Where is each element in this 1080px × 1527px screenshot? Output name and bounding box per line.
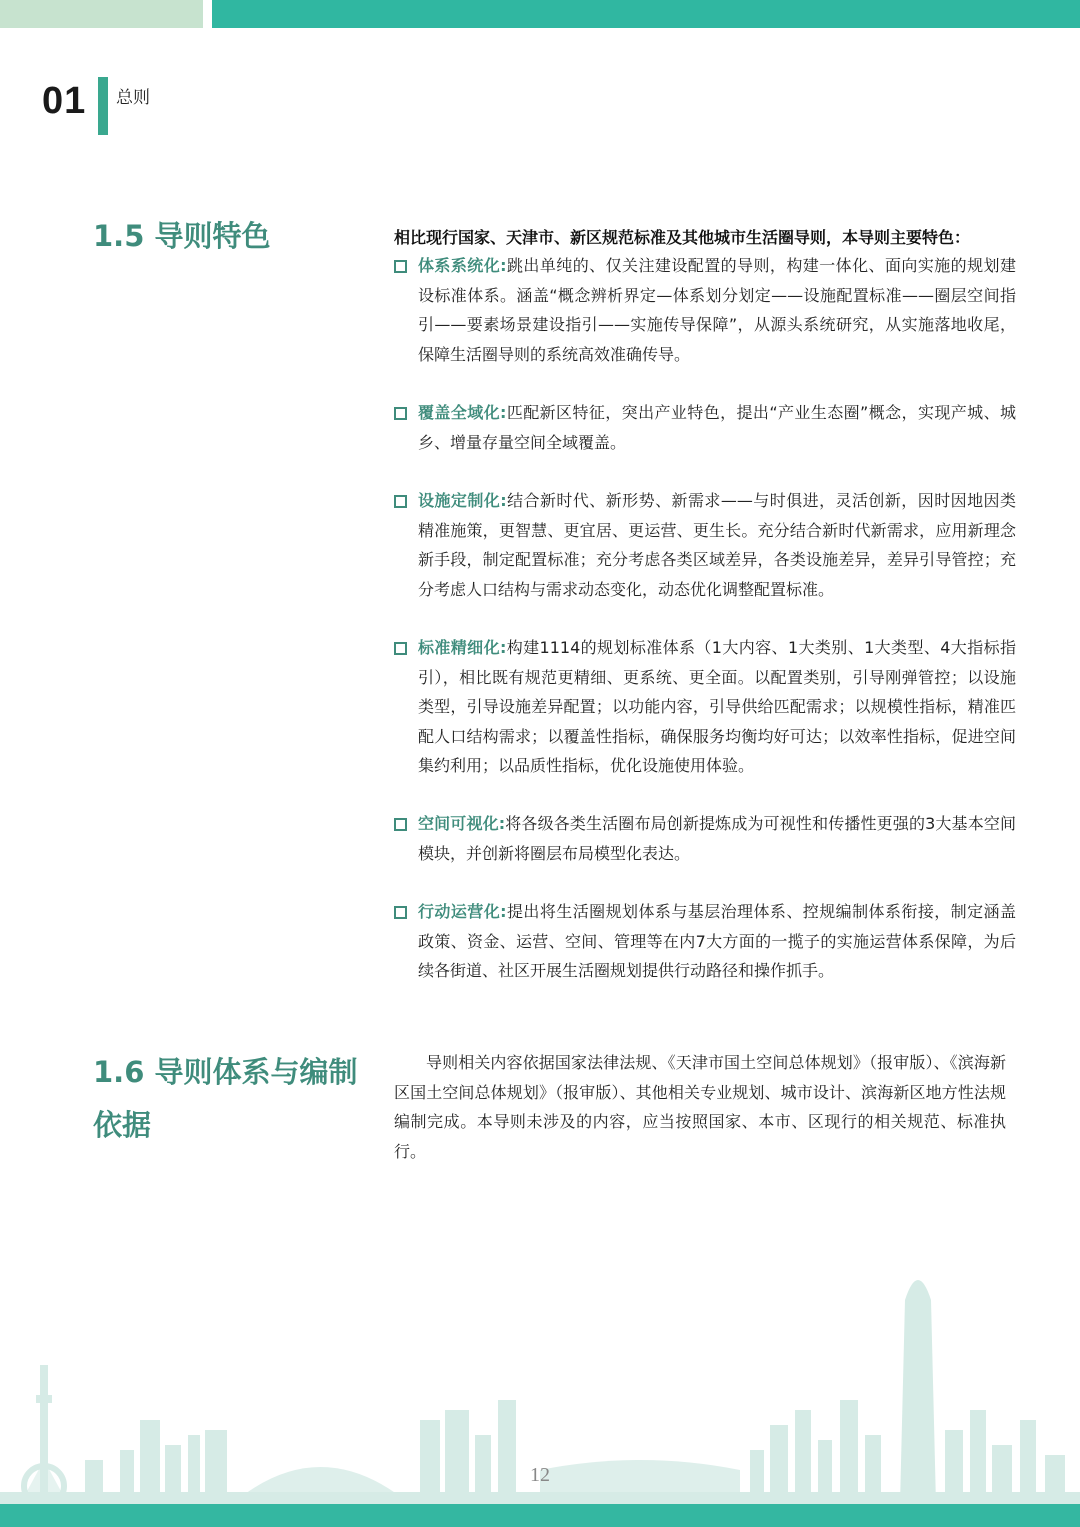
feature-content bbox=[418, 809, 1016, 868]
section-1-5-heading: 1.5 导则特色 bbox=[93, 219, 271, 253]
feature-term: 体系系统化: bbox=[418, 256, 507, 275]
chapter-divider-bar bbox=[98, 77, 108, 135]
feature-text: 结合新时代、新形势、新需求——与时俱进，灵活创新，因时因地因类精准施策，更智慧、更宜居、更运营、更生长。充分结合新时代新需求，应用新理念新手段，制定配置标准；充分考虑各类区域差异，各类设施差异，差异引导管控；充分考虑人口结构与需求动态变化，动态优化调整配置标准。 bbox=[418, 491, 1016, 599]
feature-text: 将各级各类生活圈布局创新提炼成为可视性和传播性更强的3大基本空间模块，并创新将圈层布局模型化表达。 bbox=[418, 814, 1016, 863]
feature-text: 跳出单纯的、仅关注建设配置的导则，构建一体化、面向实施的规划建设标准体系。涵盖“概念辨析界定—体系划分划定——设施配置标准——圈层空间指引——要素场景建设指引——实施传导保障”，从源头系统研究，从实施落地收尾，保障生活圈导则的系统高效准确传导。 bbox=[418, 256, 1016, 364]
chapter-title: 总则 bbox=[116, 88, 150, 108]
feature-term: 覆盖全域化: bbox=[418, 403, 507, 422]
feature-text: 提出将生活圈规划体系与基层治理体系、控规编制体系衔接，制定涵盖政策、资金、运营、空间、管理等在内7大方面的一揽子的实施运营体系保障，为后续各街道、社区开展生活圈规划提供行动路径和操作抓手。 bbox=[418, 902, 1016, 980]
square-bullet-icon bbox=[394, 906, 407, 919]
section-1-5-intro: 相比现行国家、天津市、新区规范标准及其他城市生活圈导则，本导则主要特色： bbox=[394, 228, 971, 247]
section-1-6-heading: 1.6 导则体系与编制依据 bbox=[93, 1055, 358, 1142]
feature-term: 设施定制化: bbox=[418, 491, 507, 510]
feature-item bbox=[394, 398, 1016, 457]
feature-term: 行动运营化: bbox=[418, 902, 507, 921]
feature-content bbox=[418, 251, 1016, 369]
feature-text: 匹配新区特征，突出产业特色，提出“产业生态圈”概念，实现产城、城乡、增量存量空间全域覆盖。 bbox=[418, 403, 1016, 452]
square-bullet-icon bbox=[394, 260, 407, 273]
square-bullet-icon bbox=[394, 495, 407, 508]
square-bullet-icon bbox=[394, 407, 407, 420]
square-bullet-icon bbox=[394, 642, 407, 655]
page-number: 12 bbox=[530, 1464, 550, 1486]
feature-item bbox=[394, 486, 1016, 604]
square-bullet-icon bbox=[394, 818, 407, 831]
feature-item bbox=[394, 809, 1016, 868]
section-1-6-paragraph: 导则相关内容依据国家法律法规、《天津市国土空间总体规划》（报审版）、《滨海新区国土空间总体规划》（报审版）、其他相关专业规划、城市设计、滨海新区地方性法规编制完成。本导则未涉及的内容，应当按照国家、本市、区现行的相关规范、标准执行。 bbox=[394, 1053, 1006, 1161]
chapter-number: 01 bbox=[42, 80, 87, 122]
feature-content bbox=[418, 486, 1016, 604]
top-bar-right bbox=[212, 0, 1080, 28]
feature-content bbox=[418, 398, 1016, 457]
top-bar-left bbox=[0, 0, 203, 28]
feature-content bbox=[418, 897, 1016, 986]
feature-term: 空间可视化: bbox=[418, 814, 506, 833]
feature-item bbox=[394, 897, 1016, 986]
feature-text: 构建1114的规划标准体系（1大内容、1大类别、1大类型、4大指标指引），相比既有规范更精细、更系统、更全面。以配置类别，引导刚弹管控；以设施类型，引导设施差异配置；以功能内容，引导供给匹配需求；以规模性指标，精准匹配人口结构需求；以覆盖性指标，确保服务均衡均好可达；以效率性指标，促进空间集约利用；以品质性指标，优化设施使用体验。 bbox=[418, 638, 1016, 775]
feature-term: 标准精细化: bbox=[418, 638, 507, 657]
feature-item bbox=[394, 251, 1016, 369]
bottom-bar bbox=[0, 1504, 1080, 1527]
feature-content bbox=[418, 633, 1016, 781]
feature-item bbox=[394, 633, 1016, 781]
